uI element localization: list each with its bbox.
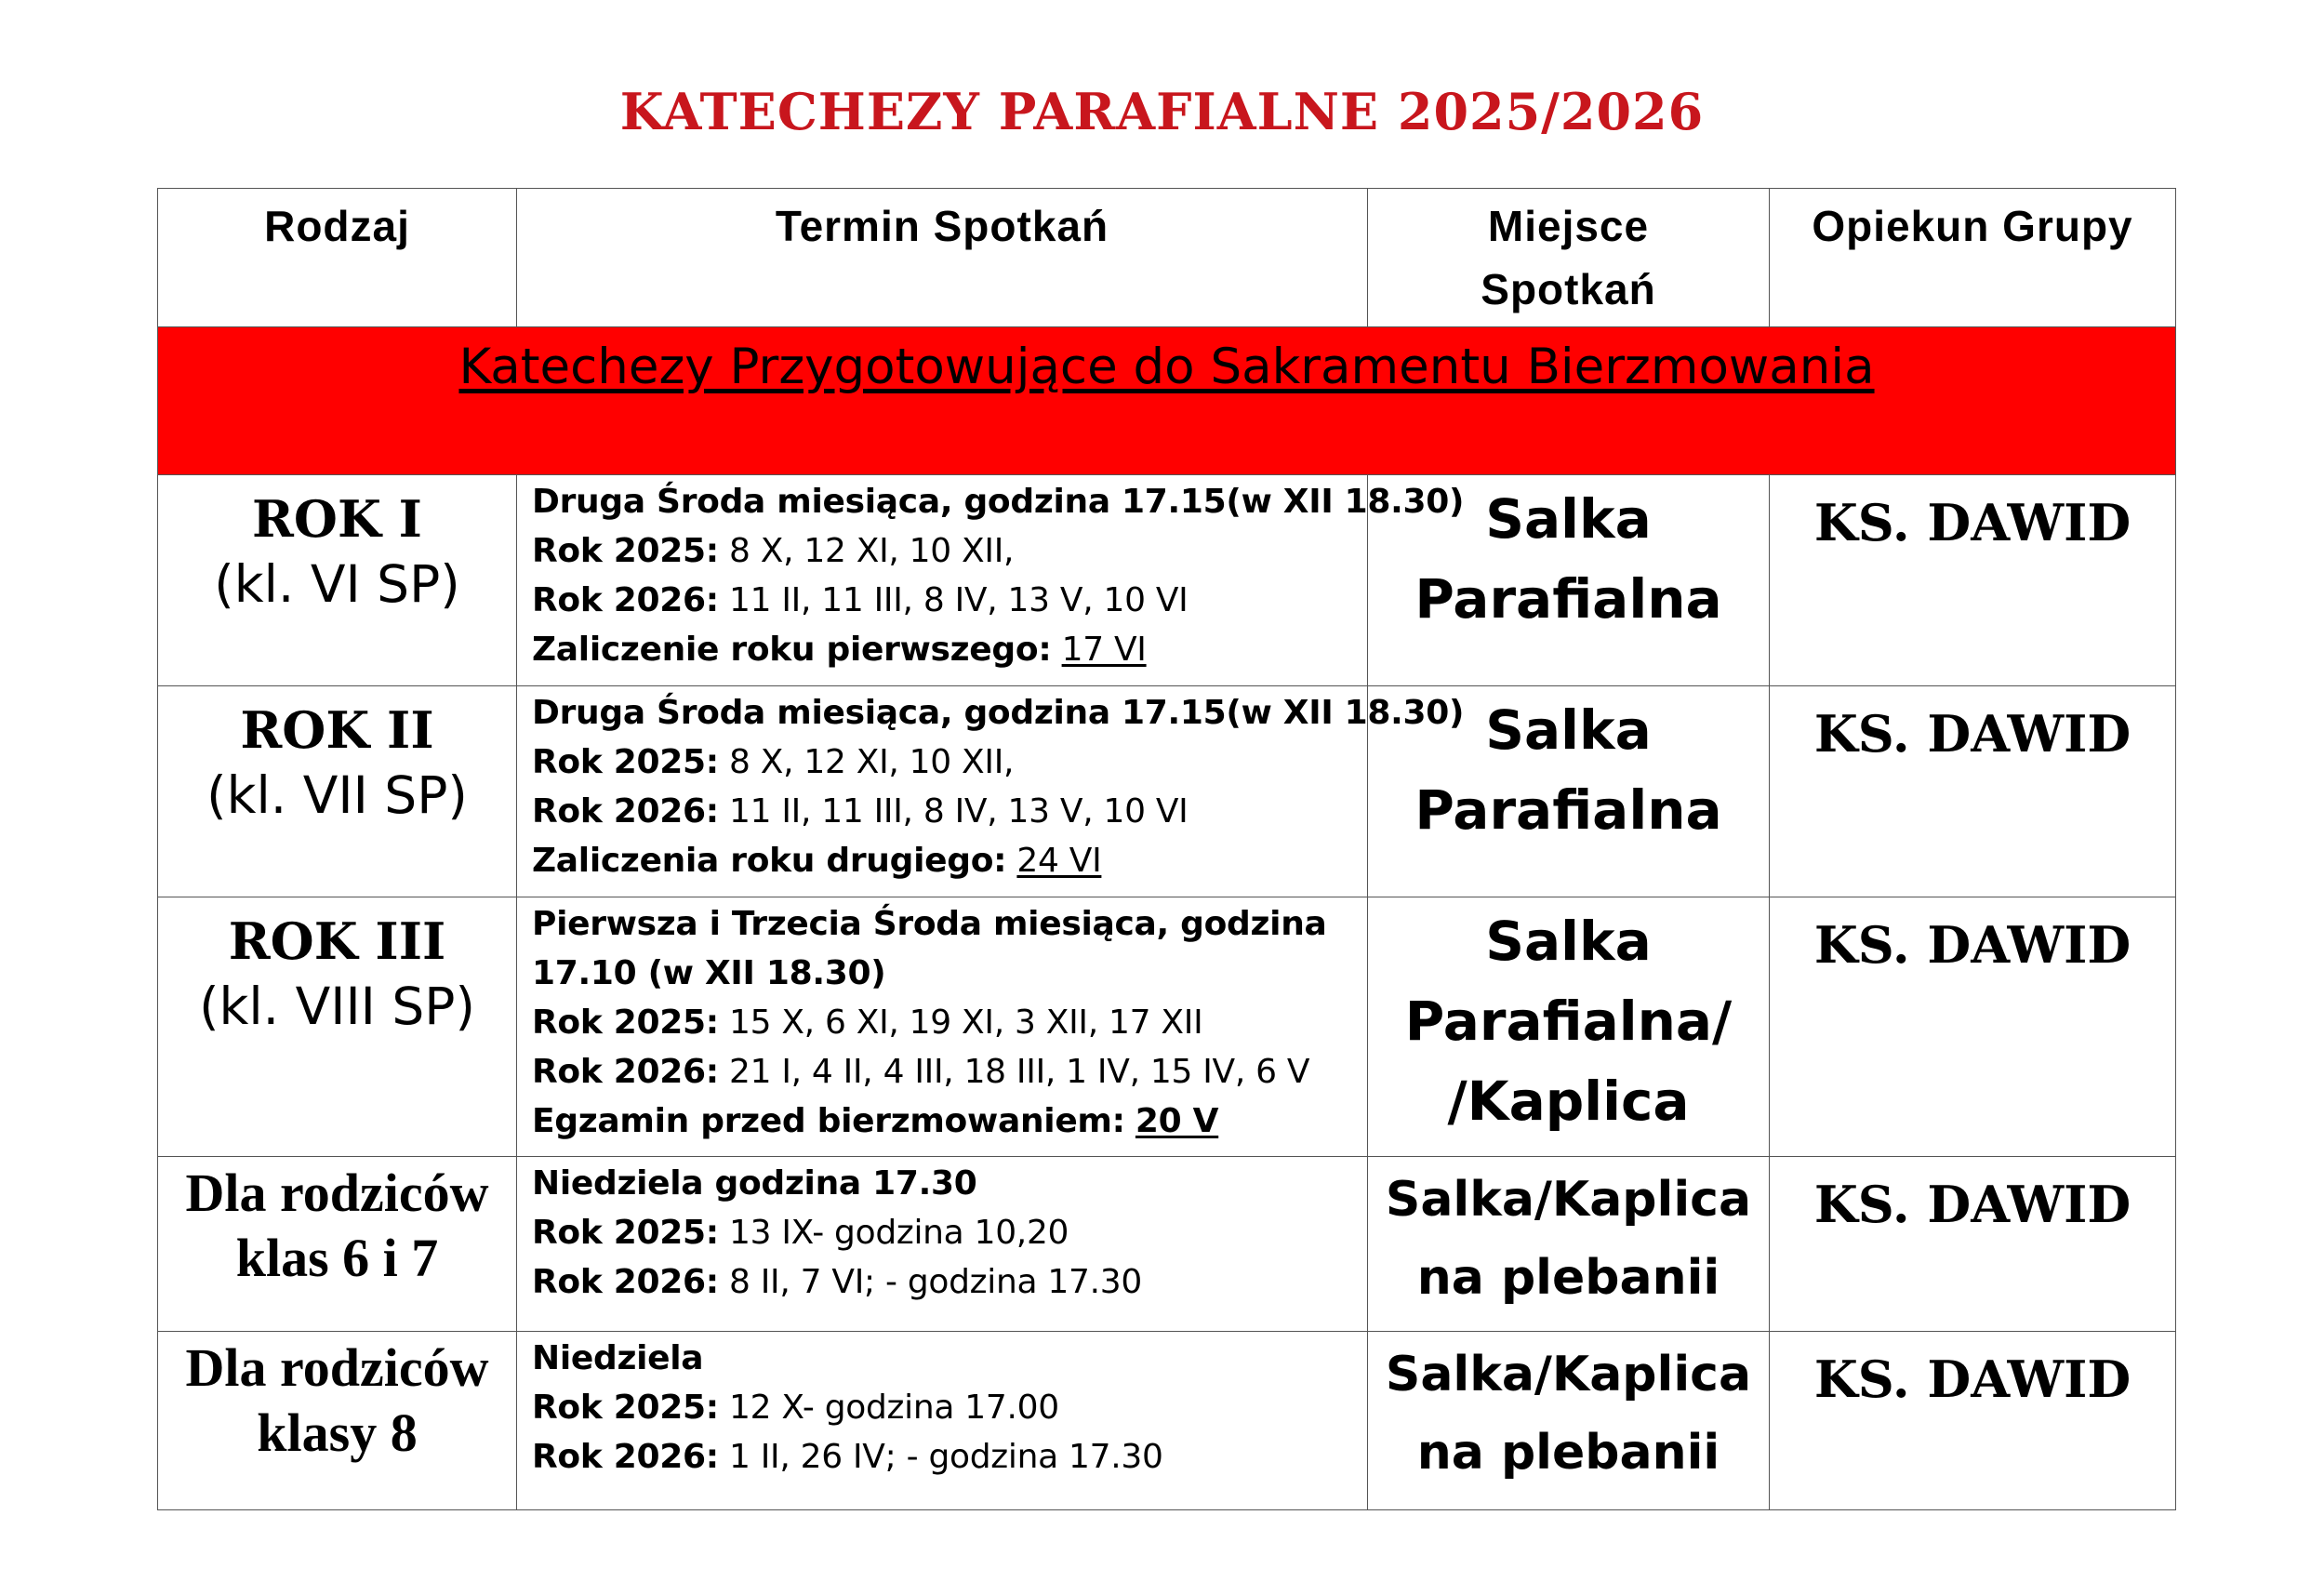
year-dates: 1 II, 26 IV; - godzina 17.30 <box>718 1438 1163 1476</box>
year-label: Rok 2026: <box>532 581 719 619</box>
rok-class: (kl. VII SP) <box>206 765 468 825</box>
final-label: Zaliczenie roku pierwszego: <box>532 631 1052 669</box>
final-date: 17 VI <box>1061 631 1147 669</box>
rodzaj-cell <box>158 1157 517 1332</box>
year-dates: 15 X, 6 XI, 19 XI, 3 XII, 17 XII <box>718 1004 1203 1042</box>
rok-label: ROK II <box>240 700 434 760</box>
year-dates: 11 II, 11 III, 8 IV, 13 V, 10 VI <box>718 581 1189 619</box>
rodzaj-cell <box>158 475 517 686</box>
opiekun-cell: KS. DAWID <box>1770 1157 2176 1332</box>
final-date: 20 V <box>1135 1102 1219 1140</box>
year-label: Rok 2025: <box>532 1389 719 1427</box>
section-row <box>158 327 2176 475</box>
header-miejsce: Miejsce Spotkań <box>1368 189 1770 327</box>
year-label: Rok 2025: <box>532 1214 719 1252</box>
opiekun-cell: KS. DAWID <box>1770 897 2176 1157</box>
header-opiekun: Opiekun Grupy <box>1770 189 2176 327</box>
opiekun-cell: KS. DAWID <box>1770 475 2176 686</box>
termin-cell <box>517 475 1465 686</box>
header-termin: Termin Spotkań <box>517 189 1368 327</box>
final-label: Egzamin przed bierzmowaniem: <box>532 1102 1125 1140</box>
termin-line: Druga Środa miesiąca, godzina 17.15(w XII 18.30) <box>532 483 1465 521</box>
year-label: Rok 2025: <box>532 532 719 570</box>
year-dates: 8 II, 7 VI; - godzina 17.30 <box>718 1263 1142 1301</box>
table-row <box>158 686 2176 897</box>
year-dates: 8 X, 12 XI, 10 XII, <box>718 532 1015 570</box>
rodzaj-cell <box>158 897 517 1157</box>
year-label: Rok 2026: <box>532 1053 719 1091</box>
termin-cell <box>517 1332 1368 1510</box>
parents-label: Dla rodziców <box>185 1163 489 1223</box>
rodzaj-cell <box>158 1332 517 1510</box>
table-row <box>158 1332 2176 1510</box>
termin-cell <box>517 686 1465 897</box>
termin-line: Niedziela <box>532 1339 704 1377</box>
final-label: Zaliczenia roku drugiego: <box>532 842 1007 880</box>
parents-label: Dla rodziców <box>185 1337 489 1398</box>
miejsce-cell: Salka Parafialna/ /Kaplica <box>1368 897 1770 1157</box>
rok-class: (kl. VI SP) <box>214 554 460 614</box>
year-label: Rok 2026: <box>532 1438 719 1476</box>
table-row <box>158 897 2176 1157</box>
termin-line: Pierwsza i Trzecia Środa miesiąca, godzina 17.10 (w XII 18.30) <box>532 905 1327 992</box>
year-label: Rok 2026: <box>532 792 719 831</box>
year-dates: 8 X, 12 XI, 10 XII, <box>718 743 1015 781</box>
miejsce-cell: Salka Parafialna <box>1368 686 1770 897</box>
table-header-row <box>158 189 2176 327</box>
year-dates: 12 X- godzina 17.00 <box>718 1389 1059 1427</box>
termin-cell <box>517 1157 1368 1332</box>
table-row <box>158 1157 2176 1332</box>
page-title: KATECHEZY PARAFIALNE 2025/2026 <box>619 82 1705 141</box>
year-label: Rok 2025: <box>532 1004 719 1042</box>
final-date: 24 VI <box>1016 842 1102 880</box>
section-title: Katechezy Przygotowujące do Sakramentu Bierzmowania <box>458 339 1875 395</box>
header-rodzaj: Rodzaj <box>158 189 517 327</box>
termin-cell <box>517 897 1368 1157</box>
rok-class: (kl. VIII SP) <box>199 977 475 1036</box>
opiekun-cell: KS. DAWID <box>1770 1332 2176 1510</box>
rok-label: ROK I <box>252 489 422 549</box>
miejsce-cell: Salka/Kaplica na plebanii <box>1368 1157 1770 1332</box>
year-label: Rok 2025: <box>532 743 719 781</box>
table-row <box>158 475 2176 686</box>
miejsce-cell: Salka/Kaplica na plebanii <box>1368 1332 1770 1510</box>
termin-line: Druga Środa miesiąca, godzina 17.15(w XII 18.30) <box>532 694 1465 732</box>
termin-line: Niedziela godzina 17.30 <box>532 1164 977 1203</box>
year-dates: 11 II, 11 III, 8 IV, 13 V, 10 VI <box>718 792 1189 831</box>
rok-label: ROK III <box>228 911 446 971</box>
year-dates: 13 IX- godzina 10,20 <box>718 1214 1069 1252</box>
year-dates: 21 I, 4 II, 4 III, 18 III, 1 IV, 15 IV, 6 V <box>718 1053 1310 1091</box>
year-label: Rok 2026: <box>532 1263 719 1301</box>
miejsce-cell: Salka Parafialna <box>1368 475 1770 686</box>
rodzaj-cell <box>158 686 517 897</box>
parents-class: klasy 8 <box>257 1402 418 1463</box>
section-cell <box>158 327 2176 475</box>
parents-class: klas 6 i 7 <box>235 1228 439 1288</box>
opiekun-cell: KS. DAWID <box>1770 686 2176 897</box>
schedule-table <box>157 188 2176 1510</box>
